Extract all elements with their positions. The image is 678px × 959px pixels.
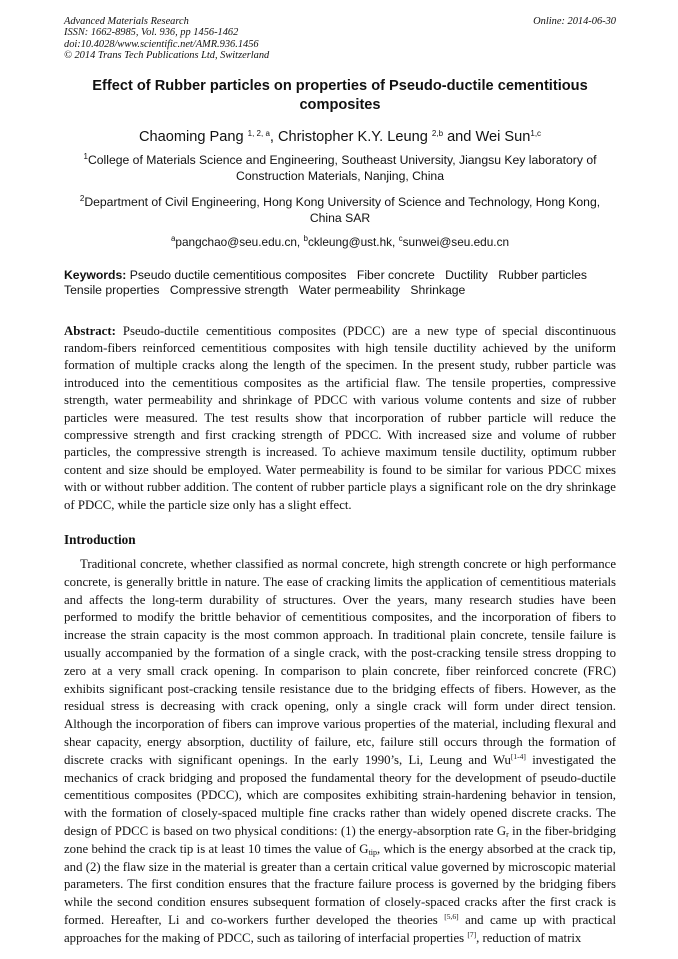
body-text: in the fiber-bridging zone behind the crack tip is at least 10 times the value of G [64,824,616,856]
running-header [64,16,616,62]
section-heading-introduction: Introduction [64,532,136,548]
journal-name: Advanced Materials Research [64,16,189,27]
affiliation-text: Department of Civil Engineering, Hong Kong University of Science and Technology, Hong Kong, China SAR [84,194,601,225]
keywords-label: Keywords: [64,267,127,282]
subscript: tip [368,847,378,857]
keyword-item: Fiber concrete [356,267,435,282]
keyword-item: Pseudo ductile cementitious composites [129,267,347,282]
email-address: sunwei@seu.edu.cn [402,234,510,249]
abstract-label: Abstract: [64,323,116,338]
issn-line: ISSN: 1662-8985, Vol. 936, pp 1456-1462 [64,27,239,39]
email-address: ckleung@ust.hk, [307,234,399,249]
body-text: , reduction of matrix [476,930,582,945]
affiliation-2 [64,194,616,226]
abstract-block [64,323,616,514]
author-list [64,128,616,146]
author-name: Chaoming Pang [138,128,248,145]
author-superscript: 2,b [431,128,444,138]
keyword-item: Rubber particles [498,267,587,282]
affiliation-1 [64,152,616,184]
journal-info [64,16,269,62]
affiliation-number: 2 [79,193,85,203]
paper-title: Effect of Rubber particles on properties of Pseudo-ductile cementitious composites [92,77,588,113]
email-superscript: a [170,233,176,243]
author-superscript: 1, 2, a [247,128,270,138]
body-text: , which is the energy absorbed at the crack tip, and (2) the flaw size in the material is greater than a certain critical value governed by microscopic material parameters. The first condition ensures that the fracture failure process is governed by the bridging fibers while the second condition ensures subsequent formation of closely-spaced cracks after the first crack is formed. Hereafter, Li and co-workers further developed the theories [64,841,616,928]
body-text: investigated the mechanics of crack bridging and proposed the fundamental theory for the development of pseudo-ductile cementitious composites (PDCC), which are composites exhibiting strain-hardening behavior in tension, with the formation of closely-spaced multiple fine cracks rather than widely opened discrete cracks. The design of PDCC is based on two physical conditions: (1) the energy-absorption rate G [64,752,616,839]
author-name: and Wei Sun [443,128,531,145]
body-text: Traditional concrete, whether classified as normal concrete, high strength concrete or high performance concrete, is generally brittle in nature. The ease of cracking limits the application of cementitious materials and affects the long-term durability of structures. Over the years, many research studies have been performed to modify the brittle behavior of cementitious composites, and the incorporation of fibers to increase the strain capacity is the most common approach. In traditional plain concrete, tensile failure is usually accompanied by the formation of a single crack, with the post-cracking tensile stress dropping to zero at a very small crack opening. In comparison to plain concrete, fiber reinforced concrete (FRC) exhibits significant post-cracking tensile resistance due to the bridging effects of fibers. However, as the residual stress is decreasing with crack opening, only a single crack will form under direct tension. Although the incorporation of fibers can improve various properties of the material, including flexural and shear capacity, energy absorption, ductility of failure, etc, failure still occurs through the formation of discrete cracks with significant openings. In the early 1990’s, Li, Leung and Wu [64,557,616,767]
copyright-line: © 2014 Trans Tech Publications Ltd, Switzerland [64,50,270,62]
citation: [5,6] [444,912,459,922]
keyword-item: Water permeability [298,283,401,298]
affiliation-text: College of Materials Science and Engineering, Southeast University, Jiangsu Key laboratory of Construction Materials, Nanjing, China [87,152,597,183]
keywords-block [64,268,616,299]
keyword-item: Tensile properties [64,283,160,298]
keyword-item: Ductility [445,267,488,282]
keyword-item: Compressive strength [169,283,289,298]
author-name: , Christopher K.Y. Leung [269,128,432,145]
email-superscript: b [303,233,308,243]
citation: [7] [467,929,477,939]
email-address: pangchao@seu.edu.cn, [175,234,304,249]
affiliation-number: 1 [83,151,88,161]
doi-line: doi:10.4028/www.scientific.net/AMR.936.1456 [64,38,259,50]
online-date: Online: 2014-06-30 [533,16,616,27]
abstract-text: Pseudo-ductile cementitious composites (PDCC) are a new type of special discontinuous random-fibers reinforced cementitious composites with high tensile ductility achieved by the uniform formation of multiple cracks along the length of the specimen. In the present study, rubber particle was introduced into the cementitious composites as the artificial flaw. The tensile properties, compressive strength, water permeability and shrinkage of PDCC with various volume contents and size of rubber particles were measured. The test results show that incorporation of rubber particle will reduce the compressive strength and first cracking strength of PDCC. With increased size and volume of rubber particles, the compressive strength is increased. To achieve maximum tensile ductility, optimum rubber content and size should be employed. Water permeability is found to be similar for various PDCC mixes with or without rubber addition. The content of rubber particle plays a significant role on the dry shrinkage of PDCC, while the particle size only has a slight effect. [64,323,616,512]
keyword-item: Shrinkage [410,283,466,298]
email-superscript: c [398,233,403,243]
subscript: r [506,830,509,840]
introduction-paragraph [64,556,616,948]
author-emails [64,235,616,250]
author-superscript: 1,c [530,128,542,138]
body-text: and came up with practical approaches for the making of PDCC, such as tailoring of interfacial properties [64,913,616,945]
citation: [1-4] [510,751,526,761]
